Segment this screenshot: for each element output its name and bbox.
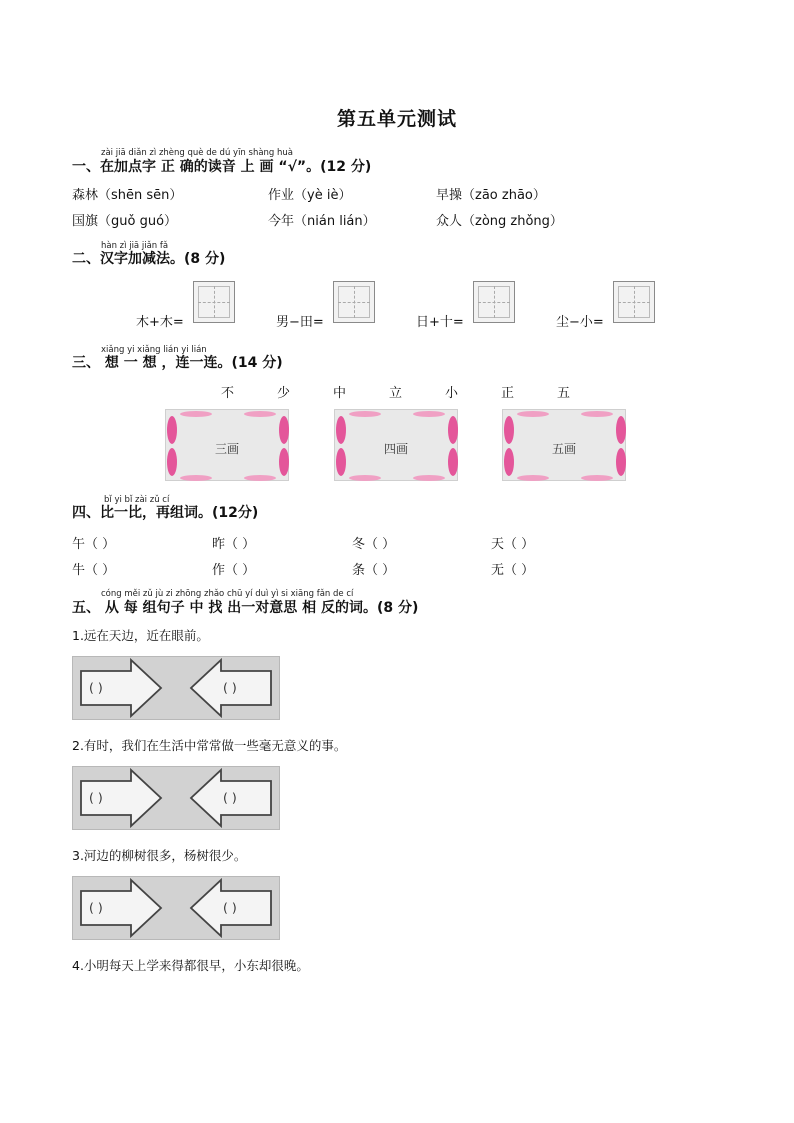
- q5-sentence: 4.小明每天上学来得都很早，小东却很晚。: [72, 958, 309, 973]
- page-title: 第五单元测试: [336, 108, 457, 130]
- answer-box[interactable]: [613, 281, 655, 323]
- q1-item[interactable]: 国旗（guǒ guó）: [72, 214, 178, 229]
- stroke-card[interactable]: [334, 409, 458, 481]
- q4-heading: 四、比一比，再组词。(12分): [72, 505, 259, 521]
- stroke-card[interactable]: [165, 409, 289, 481]
- q4-blank[interactable]: 天（ ）: [491, 537, 535, 552]
- q3-char[interactable]: 中: [333, 386, 347, 401]
- q1-item[interactable]: 众人（zòng zhǒng）: [436, 214, 563, 229]
- answer-paren[interactable]: ( ): [89, 680, 103, 695]
- answer-paren[interactable]: ( ): [223, 900, 237, 915]
- answer-box[interactable]: [333, 281, 375, 323]
- q2-heading: 二、汉字加减法。(8 分): [72, 251, 226, 267]
- q1-item[interactable]: 早操（zāo zhāo）: [436, 188, 546, 203]
- answer-paren[interactable]: ( ): [223, 790, 237, 805]
- arrow-pair-icon: [73, 657, 279, 719]
- arrow-pair-icon: [73, 877, 279, 939]
- q2-expression: 男−田=: [276, 315, 324, 330]
- q5-pinyin: cóng měi zǔ jù zi zhōng zhǎo chū yí duì yì si xiāng fǎn de cí: [101, 589, 354, 599]
- q4-blank[interactable]: 牛（ ）: [72, 563, 116, 578]
- arrow-answer-panel[interactable]: [72, 876, 280, 940]
- q4-blank[interactable]: 无（ ）: [491, 563, 535, 578]
- q4-pinyin: bǐ yi bǐ zài zǔ cí: [104, 495, 170, 505]
- q4-blank[interactable]: 午（ ）: [72, 537, 116, 552]
- q1-item[interactable]: 作业（yè iè）: [268, 188, 352, 203]
- q4-blank[interactable]: 冬（ ）: [352, 537, 396, 552]
- answer-box[interactable]: [473, 281, 515, 323]
- q2-expression: 日+十=: [416, 315, 464, 330]
- q1-item[interactable]: 森林（shēn sēn）: [72, 188, 183, 203]
- card-label: 三画: [214, 442, 239, 456]
- arrow-pair-icon: [73, 767, 279, 829]
- q3-char[interactable]: 不: [221, 386, 235, 401]
- q4-blank[interactable]: 条（ ）: [352, 563, 396, 578]
- arrow-answer-panel[interactable]: [72, 766, 280, 830]
- q1-heading: 一、在加点字 正 确的读音 上 画 “√”。(12 分): [72, 159, 372, 175]
- q3-pinyin: xiǎng yi xiǎng lián yi lián: [101, 345, 207, 355]
- q5-sentence: 2.有时，我们在生活中常常做一些毫无意义的事。: [72, 738, 347, 753]
- q2-pinyin: hàn zì jiā jiǎn fǎ: [101, 241, 169, 251]
- arrow-answer-panel[interactable]: [72, 656, 280, 720]
- q5-sentence: 1.远在天边，近在眼前。: [72, 628, 209, 643]
- q5-heading: 五、 从 每 组句子 中 找 出一对意思 相 反的词。(8 分): [72, 600, 419, 616]
- q2-expression: 木+木=: [136, 315, 184, 330]
- q3-char[interactable]: 五: [557, 386, 571, 401]
- q4-blank[interactable]: 作（ ）: [212, 563, 256, 578]
- q4-blank[interactable]: 昨（ ）: [212, 537, 256, 552]
- q3-char[interactable]: 立: [389, 386, 403, 401]
- q1-item[interactable]: 今年（nián lián）: [268, 214, 376, 229]
- q3-char[interactable]: 正: [501, 386, 515, 401]
- q3-char[interactable]: 少: [277, 386, 291, 401]
- stroke-card[interactable]: [502, 409, 626, 481]
- q3-heading: 三、 想 一 想 ，连一连。(14 分): [72, 355, 283, 371]
- card-label: 四画: [383, 442, 408, 456]
- answer-box[interactable]: [193, 281, 235, 323]
- q3-char[interactable]: 小: [445, 386, 459, 401]
- q5-sentence: 3.河边的柳树很多，杨树很少。: [72, 848, 247, 863]
- answer-paren[interactable]: ( ): [223, 680, 237, 695]
- answer-paren[interactable]: ( ): [89, 790, 103, 805]
- q1-pinyin: zài jiā diǎn zì zhèng què de dú yīn shàng huà: [101, 148, 294, 158]
- card-label: 五画: [551, 442, 576, 456]
- answer-paren[interactable]: ( ): [89, 900, 103, 915]
- q2-expression: 尘−小=: [556, 315, 604, 330]
